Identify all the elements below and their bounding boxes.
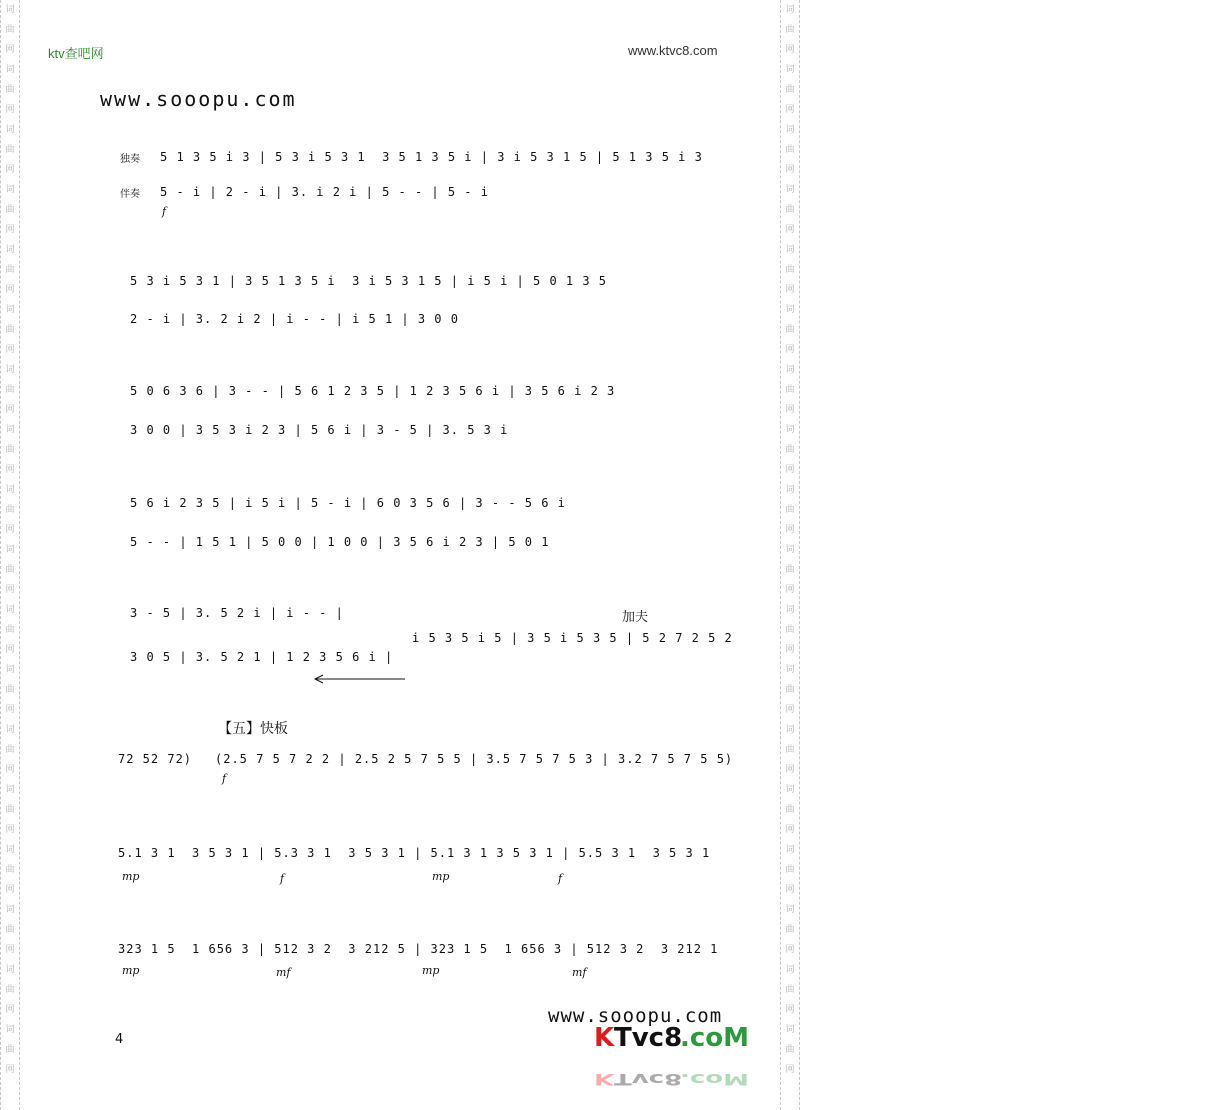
score-row-5-lead: 3 - 5 | 3. 5 2 i | i - - |: [130, 606, 344, 620]
section-title: 【五】快板: [218, 721, 288, 737]
score-row-4-accomp: 5 - - | 1 5 1 | 5 0 0 | 1 0 0 | 3 5 6 i 2 3 | 5 0 1: [130, 535, 550, 549]
svg-text:.coM: .coM: [680, 1069, 750, 1088]
dynamic-mark: mp: [422, 964, 440, 977]
ktvc8-logo: [592, 1018, 752, 1088]
dynamic-mark: mp: [122, 870, 140, 883]
svg-text:.coM: .coM: [680, 1023, 750, 1053]
dynamic-mark: f: [558, 872, 563, 885]
part-label-lead: 独奏: [120, 154, 140, 165]
dynamic-mark: f: [280, 872, 285, 885]
score-row-4-lead: 5 6 i 2 3 5 | i 5 i | 5 - i | 6 0 3 5 6 | 3 - - 5 6 i: [130, 496, 566, 510]
svg-text:K: K: [594, 1069, 615, 1088]
score-row-5-accomp: 3 0 5 | 3. 5 2 1 | 1 2 3 5 6 i |: [130, 650, 394, 664]
score-row-6: (2.5 7 5 7 2 2 | 2.5 2 5 7 5 5 | 3.5 7 5 7 5 3 | 3.2 7 5 7 5 5): [215, 752, 734, 766]
score-row-5-continuation: i 5 3 5 i 5 | 3 5 i 5 3 5 | 5 2 7 2 5 2: [412, 631, 733, 645]
svg-text:Tvc8: Tvc8: [614, 1069, 683, 1088]
dynamic-mark: mp: [122, 964, 140, 977]
score-row-2-accomp: 2 - i | 3. 2 i 2 | i - - | i 5 1 | 3 0 0: [130, 312, 459, 326]
dynamic-mark: mp: [432, 870, 450, 883]
score-row-3-accomp: 3 0 0 | 3 5 3 i 2 3 | 5 6 i | 3 - 5 | 3. 5 3 i: [130, 423, 509, 437]
page-number: 4: [115, 1032, 124, 1047]
footer-site[interactable]: www.sooopu.com: [548, 1005, 723, 1027]
score-row-1-accomp: 5 - i | 2 - i | 3. i 2 i | 5 - - | 5 - i: [160, 185, 489, 199]
dynamic-mark: f: [162, 205, 167, 218]
svg-text:Tvc8: Tvc8: [614, 1023, 683, 1053]
score-row-6-lead-in: 72 52 72): [118, 752, 193, 766]
score-row-1-lead: 5 1 3 5 i 3 | 5 3 i 5 3 1 3 5 1 3 5 i | 3 i 5 3 1 5 | 5 1 3 5 i 3: [160, 150, 703, 164]
right-watermark-strip: 词 曲 网 词 曲 网 词 曲 网 词 曲 网 词 曲 网 词 曲 网 词 曲 网 词 曲 网 词 曲 网 词 曲 网 词 曲 网 词 曲 网 词 曲 网 词 曲 网 词 曲 网 词 曲 网 词 曲 网 词 曲 网: [780, 0, 800, 1110]
performance-annotation: 加夫: [622, 610, 649, 625]
part-label-accomp: 伴奏: [120, 189, 140, 200]
dynamic-mark: mf: [276, 966, 291, 979]
arrow-icon: [315, 674, 405, 684]
score-row-3-lead: 5 0 6 3 6 | 3 - - | 5 6 1 2 3 5 | 1 2 3 5 6 i | 3 5 6 i 2 3: [130, 384, 616, 398]
score-row-2-lead: 5 3 i 5 3 1 | 3 5 1 3 5 i 3 i 5 3 1 5 | i 5 i | 5 0 1 3 5: [130, 274, 608, 288]
svg-text:K: K: [594, 1023, 615, 1053]
dynamic-mark: f: [222, 772, 227, 785]
header-left-site[interactable]: ktv查吧网: [48, 46, 104, 61]
dynamic-mark: mf: [572, 966, 587, 979]
score-site-watermark: www.sooopu.com: [100, 87, 297, 111]
score-row-7: 5.1 3 1 3 5 3 1 | 5.3 3 1 3 5 3 1 | 5.1 3 1 3 5 3 1 | 5.5 3 1 3 5 3 1: [118, 846, 711, 860]
left-watermark-strip: 词 曲 网 词 曲 网 词 曲 网 词 曲 网 词 曲 网 词 曲 网 词 曲 网 词 曲 网 词 曲 网 词 曲 网 词 曲 网 词 曲 网 词 曲 网 词 曲 网 词 曲 网 词 曲 网 词 曲 网 词 曲 网: [0, 0, 20, 1110]
header-right-url[interactable]: www.ktvc8.com: [628, 43, 718, 58]
score-row-8: 323 1 5 1 656 3 | 512 3 2 3 212 5 | 323 1 5 1 656 3 | 512 3 2 3 212 1: [118, 942, 719, 956]
